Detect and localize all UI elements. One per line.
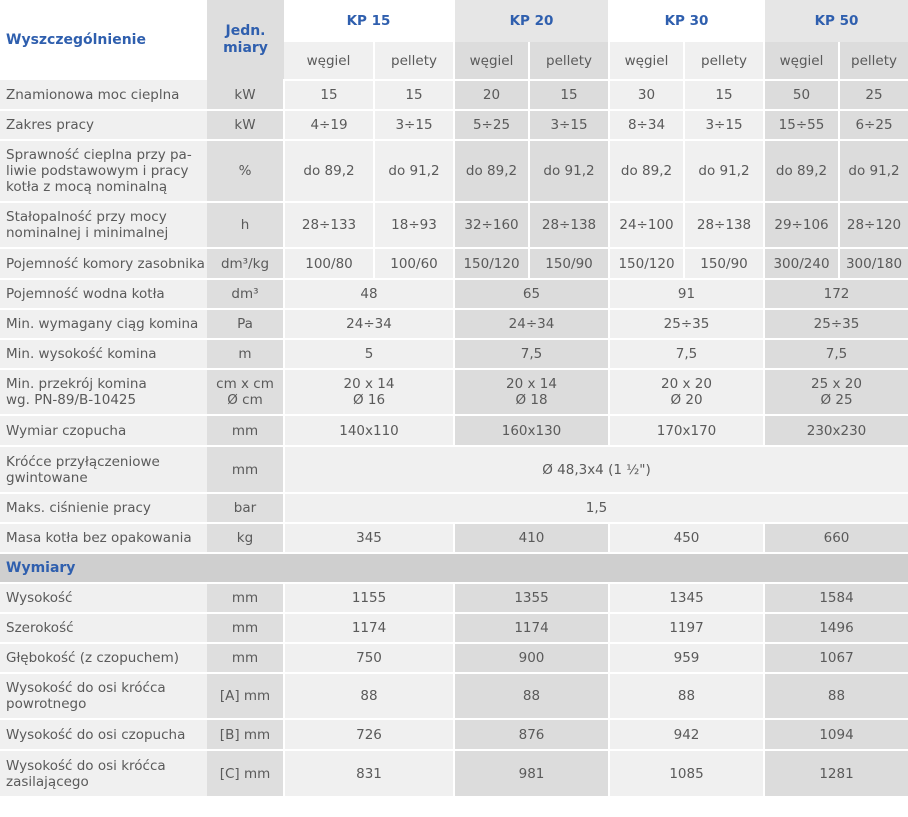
row-label — [0, 202, 207, 248]
value-cell: 1085 — [609, 750, 764, 797]
cell-line: Wysokość do osi króćca — [6, 757, 166, 774]
value-cell: 24÷34 — [284, 309, 454, 339]
value-cell: 1174 — [284, 613, 454, 643]
value-cell: 15 — [374, 80, 454, 110]
cell-line: gwintowane — [6, 469, 88, 486]
cell-line: Wymiar czopucha — [6, 422, 127, 439]
row-label — [0, 415, 207, 446]
value-cell: 88 — [284, 673, 454, 719]
table-row — [0, 750, 908, 797]
value-cell: 7,5 — [764, 339, 908, 369]
row-label — [0, 279, 207, 309]
value-cell: 1067 — [764, 643, 908, 673]
cell-line: Ø 16 — [352, 392, 386, 408]
value-cell: 25÷35 — [609, 309, 764, 339]
row-unit: dm³/kg — [207, 248, 284, 279]
fuel-header: pellety — [684, 42, 764, 80]
value-cell: 50 — [764, 80, 839, 110]
row-unit: [A] mm — [207, 673, 284, 719]
row-unit: mm — [207, 415, 284, 446]
value-cell: 3÷15 — [529, 110, 609, 140]
value-cell: 7,5 — [454, 339, 609, 369]
value-cell: 8÷34 — [609, 110, 684, 140]
fuel-header: pellety — [839, 42, 908, 80]
value-cell: 172 — [764, 279, 908, 309]
table-row — [0, 309, 908, 339]
table-row — [0, 643, 908, 673]
value-cell: 20 — [454, 80, 529, 110]
row-unit: Pa — [207, 309, 284, 339]
value-cell: 230x230 — [764, 415, 908, 446]
row-unit: kg — [207, 523, 284, 553]
row-label — [0, 309, 207, 339]
cell-line: Min. wymagany ciąg komina — [6, 316, 199, 332]
cell-line: Głębokość (z czopuchem) — [6, 650, 180, 666]
row-unit: mm — [207, 583, 284, 613]
cell-line: Min. przekrój komina — [6, 376, 147, 392]
value-cell: 48 — [284, 279, 454, 309]
value-cell: 1496 — [764, 613, 908, 643]
table-row — [0, 673, 908, 719]
row-unit: [C] mm — [207, 750, 284, 797]
cell-line: Króćce przyłączeniowe — [6, 453, 160, 470]
cell-line: Min. wysokość komina — [6, 346, 157, 362]
value-cell: 1584 — [764, 583, 908, 613]
fuel-header: węgiel — [284, 42, 374, 80]
value-cell: 24÷34 — [454, 309, 609, 339]
row-label — [0, 248, 207, 279]
row-unit: kW — [207, 80, 284, 110]
value-cell: 30 — [609, 80, 684, 110]
value-cell: 876 — [454, 719, 609, 750]
value-cell: 29÷106 — [764, 202, 839, 248]
row-unit: mm — [207, 643, 284, 673]
value-cell: 4÷19 — [284, 110, 374, 140]
value-cell: 3÷15 — [374, 110, 454, 140]
cell-line: Masa kotła bez opakowania — [6, 530, 192, 546]
row-unit: mm — [207, 613, 284, 643]
value-cell: 15÷55 — [764, 110, 839, 140]
value-cell: 150/120 — [609, 248, 684, 279]
value-cell: 1281 — [764, 750, 908, 797]
cell-line: Ø 20 — [670, 392, 703, 408]
cell-line: 25 x 20 — [811, 376, 862, 392]
row-label — [0, 369, 207, 415]
fuel-header: pellety — [374, 42, 454, 80]
table-row — [0, 493, 908, 523]
value-cell: 3÷15 — [684, 110, 764, 140]
row-unit: m — [207, 339, 284, 369]
value-cell: 15 — [284, 80, 374, 110]
cell-line: Pojemność komory zasobnika — [6, 255, 205, 272]
cell-line: wg. PN-89/B-10425 — [6, 392, 137, 408]
value-cell: 15 — [529, 80, 609, 110]
value-cell — [454, 369, 609, 415]
value-cell — [764, 369, 908, 415]
value-cell: 410 — [454, 523, 609, 553]
table-row — [0, 446, 908, 493]
value-cell: 28÷133 — [284, 202, 374, 248]
cell-line: 20 x 20 — [661, 376, 712, 392]
table-row — [0, 339, 908, 369]
cell-line: 20 x 14 — [343, 376, 395, 392]
value-cell: 660 — [764, 523, 908, 553]
value-cell — [609, 369, 764, 415]
row-unit: mm — [207, 446, 284, 493]
value-cell: do 91,2 — [374, 140, 454, 202]
value-cell: 450 — [609, 523, 764, 553]
value-cell: 24÷100 — [609, 202, 684, 248]
header-unit-line1: Jedn. — [225, 23, 266, 39]
value-cell: 6÷25 — [839, 110, 908, 140]
model-header: KP 30 — [609, 0, 764, 42]
value-cell: 959 — [609, 643, 764, 673]
row-label — [0, 446, 207, 493]
section-title: Wymiary — [0, 553, 908, 583]
row-label — [0, 583, 207, 613]
value-cell: do 89,2 — [284, 140, 374, 202]
value-cell: 150/90 — [684, 248, 764, 279]
value-cell: 15 — [684, 80, 764, 110]
row-label — [0, 523, 207, 553]
value-cell — [284, 369, 454, 415]
cell-line: Maks. ciśnienie pracy — [6, 500, 151, 516]
value-cell: 91 — [609, 279, 764, 309]
value-cell: 981 — [454, 750, 609, 797]
row-unit: [B] mm — [207, 719, 284, 750]
fuel-header: węgiel — [764, 42, 839, 80]
value-cell: 32÷160 — [454, 202, 529, 248]
row-unit — [207, 369, 284, 415]
value-cell: 831 — [284, 750, 454, 797]
value-cell: 900 — [454, 643, 609, 673]
header-unit-line2: miary — [223, 40, 268, 56]
value-cell: 88 — [609, 673, 764, 719]
value-cell: 88 — [764, 673, 908, 719]
cell-line: Ø 25 — [820, 392, 853, 408]
value-cell: 300/240 — [764, 248, 839, 279]
value-cell: do 89,2 — [454, 140, 529, 202]
cell-line: Pojemność wodna kotła — [6, 286, 165, 302]
cell-line: kotła z mocą nominalną — [6, 179, 168, 195]
cell-line: zasilającego — [6, 773, 89, 790]
cell-line: Ø 18 — [515, 392, 548, 408]
row-unit: bar — [207, 493, 284, 523]
row-label — [0, 493, 207, 523]
cell-line: 20 x 14 — [506, 376, 557, 392]
cell-line: Znamionowa moc cieplna — [6, 86, 180, 103]
row-label — [0, 643, 207, 673]
value-cell: 18÷93 — [374, 202, 454, 248]
table-row — [0, 719, 908, 750]
table-row — [0, 523, 908, 553]
value-cell: 25 — [839, 80, 908, 110]
header-label: Wyszczególnienie — [0, 0, 207, 80]
row-label — [0, 750, 207, 797]
row-label — [0, 719, 207, 750]
cell-line: Wysokość — [6, 590, 73, 606]
value-cell: 170x170 — [609, 415, 764, 446]
value-cell: 300/180 — [839, 248, 908, 279]
table-row — [0, 583, 908, 613]
value-cell: 100/60 — [374, 248, 454, 279]
value-cell: do 91,2 — [529, 140, 609, 202]
row-unit: kW — [207, 110, 284, 140]
value-cell: 150/90 — [529, 248, 609, 279]
value-cell: 942 — [609, 719, 764, 750]
cell-line: Wysokość do osi czopucha — [6, 726, 186, 743]
header-row-models — [0, 0, 908, 42]
cell-line: Szerokość — [6, 620, 74, 636]
table-row — [0, 202, 908, 248]
table-row — [0, 613, 908, 643]
model-header: KP 15 — [284, 0, 454, 42]
value-cell: 7,5 — [609, 339, 764, 369]
value-cell: 1355 — [454, 583, 609, 613]
row-label — [0, 110, 207, 140]
value-cell: 5 — [284, 339, 454, 369]
row-label — [0, 140, 207, 202]
cell-line: nominalnej i minimalnej — [6, 225, 169, 241]
value-cell: 88 — [454, 673, 609, 719]
value-cell: do 89,2 — [764, 140, 839, 202]
value-cell: 726 — [284, 719, 454, 750]
table-row — [0, 110, 908, 140]
table-row — [0, 279, 908, 309]
row-label — [0, 339, 207, 369]
value-cell: 1197 — [609, 613, 764, 643]
value-cell: 150/120 — [454, 248, 529, 279]
value-cell: 750 — [284, 643, 454, 673]
value-cell: 160x130 — [454, 415, 609, 446]
row-label — [0, 673, 207, 719]
cell-line: cm x cm — [216, 376, 274, 392]
value-cell: 5÷25 — [454, 110, 529, 140]
value-cell: 140x110 — [284, 415, 454, 446]
row-unit: dm³ — [207, 279, 284, 309]
row-label — [0, 613, 207, 643]
table-row — [0, 140, 908, 202]
cell-line: Sprawność cieplna przy pa- — [6, 147, 192, 163]
cell-line: Wysokość do osi króćca — [6, 680, 166, 696]
value-cell: 1345 — [609, 583, 764, 613]
table-row — [0, 248, 908, 279]
table-row — [0, 80, 908, 110]
value-cell: 28÷138 — [684, 202, 764, 248]
fuel-header: węgiel — [609, 42, 684, 80]
table-row — [0, 369, 908, 415]
value-cell: 100/80 — [284, 248, 374, 279]
value-cell: 28÷138 — [529, 202, 609, 248]
row-unit: h — [207, 202, 284, 248]
value-cell: do 91,2 — [684, 140, 764, 202]
value-cell: 1094 — [764, 719, 908, 750]
fuel-header: pellety — [529, 42, 609, 80]
value-cell: 345 — [284, 523, 454, 553]
value-cell: 1,5 — [284, 493, 908, 523]
cell-line: Zakres pracy — [6, 117, 95, 133]
row-unit: % — [207, 140, 284, 202]
value-cell: 1174 — [454, 613, 609, 643]
value-cell: 25÷35 — [764, 309, 908, 339]
value-cell: do 89,2 — [609, 140, 684, 202]
row-label — [0, 80, 207, 110]
cell-line: Stałopalność przy mocy — [6, 209, 167, 225]
cell-line: Ø cm — [227, 392, 263, 408]
value-cell: 1155 — [284, 583, 454, 613]
section-header-row — [0, 553, 908, 583]
value-cell: 28÷120 — [839, 202, 908, 248]
value-cell: 65 — [454, 279, 609, 309]
model-header: KP 20 — [454, 0, 609, 42]
value-cell: do 91,2 — [839, 140, 908, 202]
cell-line: powrotnego — [6, 696, 87, 712]
cell-line: liwie podstawowym i pracy — [6, 163, 189, 179]
fuel-header: węgiel — [454, 42, 529, 80]
table-row — [0, 415, 908, 446]
value-cell: Ø 48,3x4 (1 ½") — [284, 446, 908, 493]
model-header: KP 50 — [764, 0, 908, 42]
header-unit — [207, 0, 284, 80]
